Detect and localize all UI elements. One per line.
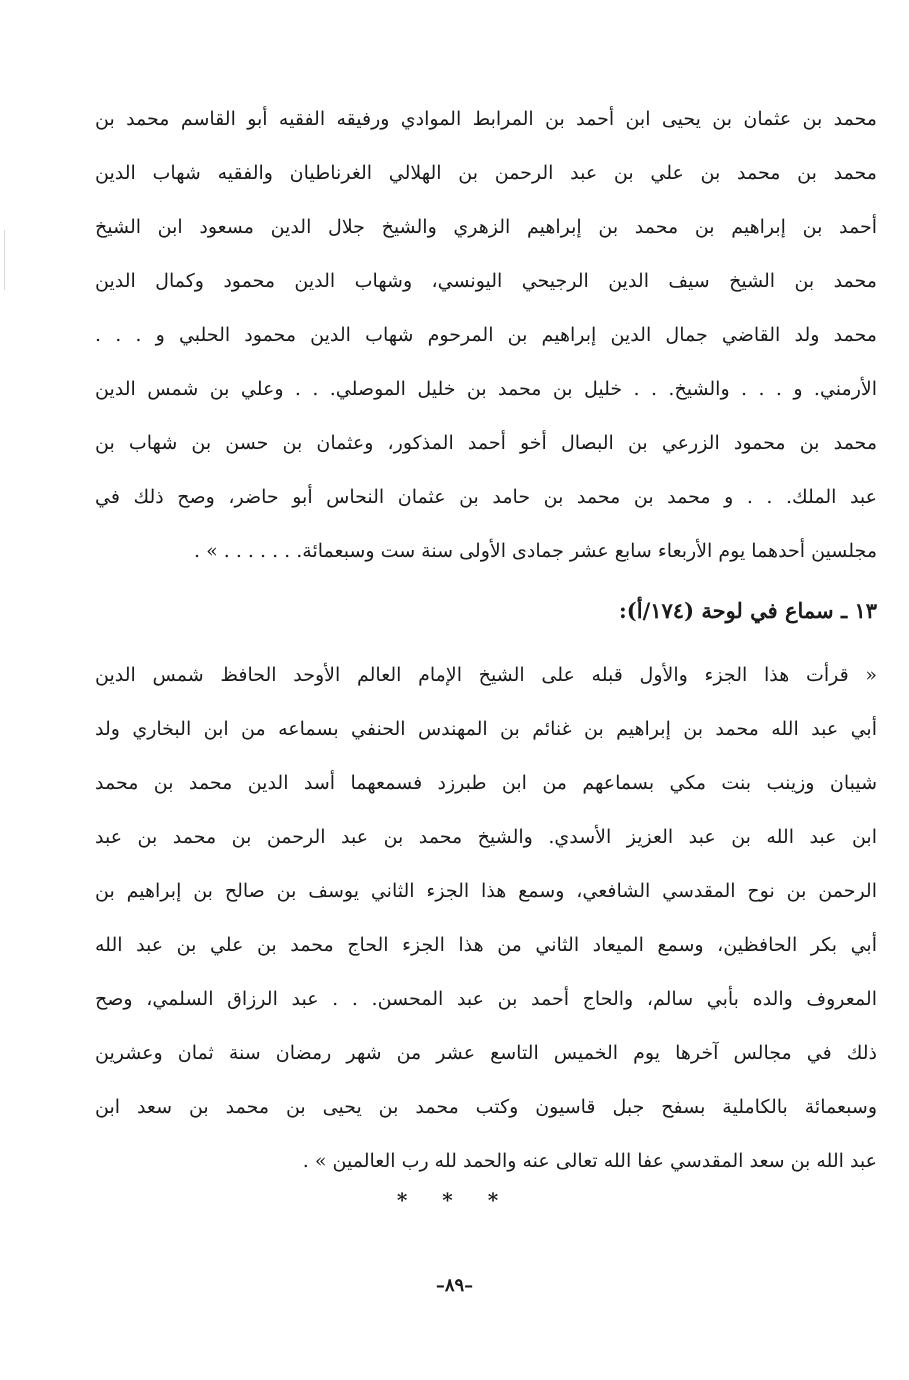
paragraph-line: « قرأت هذا الجزء والأول قبله على الشيخ الإمام العالم الأوحد الحافظ شمس الدين: [95, 664, 877, 686]
paragraph-line: مجلسين أحدهما يوم الأربعاء سابع عشر جمادى الأولى سنة ست وسبعمائة. . . . . . . » .: [194, 540, 877, 562]
section-divider: * * *: [396, 1188, 513, 1212]
section-heading: ١٣ ـ سماع في لوحة (١٧٤/أ):: [619, 598, 877, 623]
paragraph-line: أبي بكر الحافظين، وسمع الميعاد الثاني من هذا الجزء الحاج محمد بن علي بن عبد الله: [95, 934, 877, 956]
paragraph-line: محمد بن محمود الزرعي بن البصال أخو أحمد المذكور، وعثمان بن حسن بن شهاب بن: [95, 432, 877, 454]
paragraph-2: [95, 648, 877, 1188]
paragraph-line: محمد بن عثمان بن يحيى ابن أحمد بن المرابط الموادي ورفيقه الفقيه أبو القاسم محمد بن: [95, 108, 877, 130]
paragraph-line: عبد الملك. . . و محمد بن محمد بن حامد بن عثمان النحاس أبو حاضر، وصح ذلك في: [95, 486, 877, 508]
paragraph-line: ابن عبد الله بن عبد العزيز الأسدي. والشيخ محمد بن عبد الرحمن بن محمد بن عبد: [95, 826, 877, 848]
page-number: –٨٩–: [435, 1275, 474, 1296]
paragraph-line: المعروف والده بأبي سالم، والحاج أحمد بن عبد المحسن. . . عبد الرزاق السلمي، وصح: [95, 988, 877, 1010]
paragraph-line: أبي عبد الله محمد بن إبراهيم بن غنائم بن المهندس الحنفي بسماعه من ابن البخاري ولد: [95, 718, 877, 740]
page-body: [95, 92, 877, 1188]
paragraph-line: ذلك في مجالس آخرها يوم الخميس التاسع عشر من شهر رمضان سنة ثمان وعشرين: [95, 1042, 877, 1064]
paragraph-line: عبد الله بن سعد المقدسي عفا الله تعالى عنه والحمد لله رب العالمين » .: [302, 1150, 877, 1172]
paragraph-line: الأرمني. و . . . والشيخ. . . خليل بن محمد بن خليل الموصلي. . . وعلي بن شمس الدين: [95, 378, 877, 400]
paragraph-line: أحمد بن إبراهيم بن محمد بن إبراهيم الزهري والشيخ جلال الدين مسعود ابن الشيخ: [95, 216, 877, 238]
paragraph-1: [95, 92, 877, 578]
margin-scan-mark: [4, 230, 5, 290]
paragraph-line: محمد بن الشيخ سيف الدين الرجيحي اليونسي، وشهاب الدين محمود وكمال الدين: [95, 270, 877, 292]
paragraph-line: الرحمن بن نوح المقدسي الشافعي، وسمع هذا الجزء الثاني يوسف بن صالح بن إبراهيم بن: [95, 880, 877, 902]
paragraph-line: محمد بن محمد بن علي بن عبد الرحمن بن الهلالي الغرناطيان والفقيه شهاب الدين: [95, 162, 877, 184]
paragraph-line: محمد ولد القاضي جمال الدين إبراهيم بن المرحوم شهاب الدين محمود الحلبي و . . .: [95, 324, 877, 346]
paragraph-line: شيبان وزينب بنت مكي بسماعهم من ابن طبرزد فسمعهما أسد الدين محمد بن محمد: [95, 772, 877, 794]
paragraph-line: وسبعمائة بالكاملية بسفح جبل قاسيون وكتب محمد بن يحيى بن محمد بن سعد ابن: [95, 1096, 877, 1118]
